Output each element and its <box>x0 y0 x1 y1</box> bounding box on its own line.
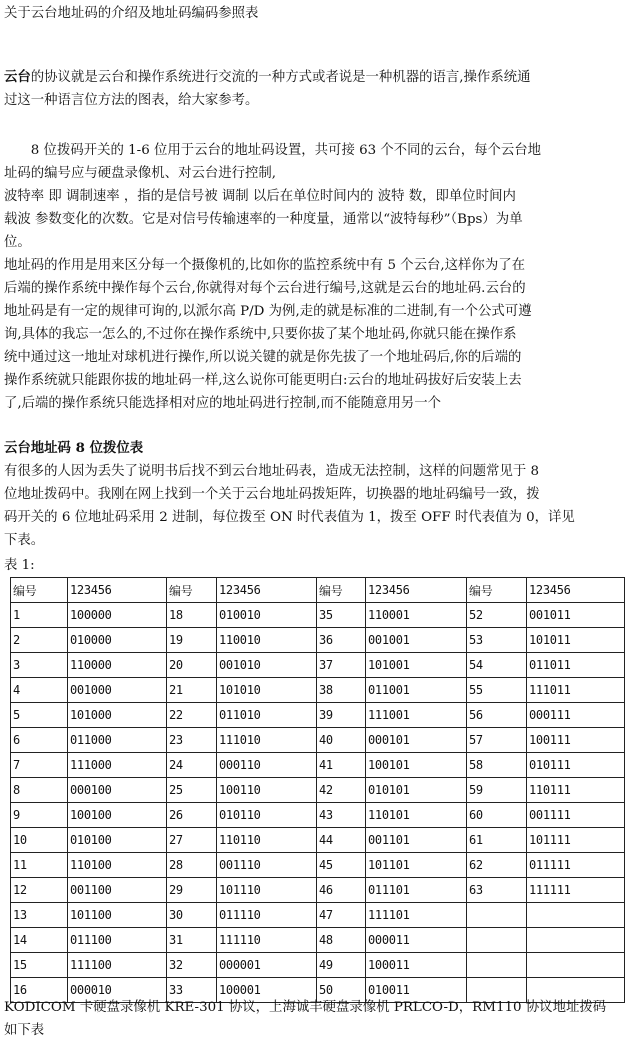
table-row <box>11 653 625 678</box>
table-row <box>11 803 625 828</box>
code-number-cell: 27 <box>167 828 217 853</box>
table-header-cell: 123456 <box>68 578 167 603</box>
code-number-cell: 24 <box>167 753 217 778</box>
code-number-cell: 35 <box>317 603 366 628</box>
dip-pattern-cell: 001111 <box>527 803 625 828</box>
code-number-cell: 61 <box>467 828 527 853</box>
paragraph-line: 操作系统就只能跟你拔的地址码一样,这么说你可能更明白:云台的地址码拔好后安装上去 <box>4 373 522 388</box>
dip-pattern-cell: 111100 <box>68 953 167 978</box>
dip-pattern-cell: 110010 <box>217 628 317 653</box>
code-number-cell: 39 <box>317 703 366 728</box>
code-number-cell: 11 <box>11 853 68 878</box>
code-number-cell: 45 <box>317 853 366 878</box>
dip-pattern-cell: 101010 <box>217 678 317 703</box>
table-header-cell: 123456 <box>366 578 467 603</box>
dip-pattern-cell: 101110 <box>217 878 317 903</box>
code-number-cell: 9 <box>11 803 68 828</box>
section-line: 下表。 <box>4 533 45 548</box>
code-number-cell: 31 <box>167 928 217 953</box>
intro-line <box>4 89 531 112</box>
paragraph-line: 载波 参数变化的次数。它是对信号传输速率的一种度量，通常以“波特每秒”（Bps）为单 <box>4 212 523 227</box>
dip-pattern-cell: 110111 <box>527 778 625 803</box>
dip-pattern-cell: 011001 <box>366 678 467 703</box>
dip-pattern-cell: 101011 <box>527 628 625 653</box>
table-row <box>11 903 625 928</box>
dip-pattern-cell: 001011 <box>527 603 625 628</box>
code-number-cell: 48 <box>317 928 366 953</box>
dip-pattern-cell <box>527 903 625 928</box>
dip-pattern-cell <box>527 928 625 953</box>
dip-pattern-cell: 111111 <box>527 878 625 903</box>
code-number-cell: 1 <box>11 603 68 628</box>
dip-pattern-cell: 000011 <box>366 928 467 953</box>
dip-pattern-cell: 101001 <box>366 653 467 678</box>
code-number-cell: 30 <box>167 903 217 928</box>
code-number-cell: 13 <box>11 903 68 928</box>
code-number-cell: 15 <box>11 953 68 978</box>
code-number-cell: 53 <box>467 628 527 653</box>
code-number-cell: 20 <box>167 653 217 678</box>
dip-pattern-cell: 111000 <box>68 753 167 778</box>
table-row <box>11 828 625 853</box>
code-number-cell <box>467 953 527 978</box>
dip-pattern-cell: 011010 <box>217 703 317 728</box>
code-number-cell: 4 <box>11 678 68 703</box>
dip-pattern-cell: 000001 <box>217 953 317 978</box>
code-number-cell: 33 <box>167 978 217 1003</box>
code-number-cell: 29 <box>167 878 217 903</box>
table-row <box>11 678 625 703</box>
dip-pattern-cell: 101111 <box>527 828 625 853</box>
paragraph-line: 位。 <box>4 235 31 250</box>
dip-pattern-cell: 001101 <box>366 828 467 853</box>
code-number-cell: 3 <box>11 653 68 678</box>
table-row <box>11 878 625 903</box>
table-header-cell: 编号 <box>317 578 366 603</box>
dip-pattern-cell: 101000 <box>68 703 167 728</box>
dip-pattern-cell: 001001 <box>366 628 467 653</box>
paragraph-line: 后端的操作系统中操作每个云台,你就得对每个云台进行编号,这就是云台的地址码.云台的 <box>4 281 526 296</box>
dip-pattern-cell: 011110 <box>217 903 317 928</box>
code-number-cell <box>467 928 527 953</box>
code-number-cell: 18 <box>167 603 217 628</box>
table-row <box>11 628 625 653</box>
table-row <box>11 728 625 753</box>
section-line: 位地址拨码中。我刚在网上找到一个关于云台地址码拨矩阵，切换器的地址码编号一致，拨 <box>4 487 540 502</box>
code-number-cell: 54 <box>467 653 527 678</box>
dip-pattern-cell: 000100 <box>68 778 167 803</box>
code-number-cell: 44 <box>317 828 366 853</box>
dip-pattern-cell: 111110 <box>217 928 317 953</box>
dip-pattern-cell: 000110 <box>217 753 317 778</box>
dip-pattern-cell: 100110 <box>217 778 317 803</box>
dip-pattern-cell: 001010 <box>217 653 317 678</box>
dip-switch-section <box>4 437 575 552</box>
code-number-cell: 62 <box>467 853 527 878</box>
code-number-cell: 50 <box>317 978 366 1003</box>
table-row <box>11 928 625 953</box>
code-number-cell: 14 <box>11 928 68 953</box>
dip-pattern-cell: 000111 <box>527 703 625 728</box>
code-number-cell: 59 <box>467 778 527 803</box>
table-row <box>11 778 625 803</box>
dip-pattern-cell: 100001 <box>217 978 317 1003</box>
dip-pattern-cell: 011111 <box>527 853 625 878</box>
dip-pattern-cell: 100100 <box>68 803 167 828</box>
dip-pattern-cell: 010000 <box>68 628 167 653</box>
table-row <box>11 703 625 728</box>
dip-pattern-cell: 011000 <box>68 728 167 753</box>
table-header-cell: 123456 <box>527 578 625 603</box>
code-number-cell: 7 <box>11 753 68 778</box>
paragraph-line: 地址码是有一定的规律可询的,以派尔高 P/D 为例,走的就是标准的二进制,有一个公式可遵 <box>4 304 532 319</box>
dip-pattern-cell: 000101 <box>366 728 467 753</box>
code-number-cell: 55 <box>467 678 527 703</box>
paragraph-line: 8 位拨码开关的 1-6 位用于云台的地址码设置，共可接 63 个不同的云台，每个云台地 <box>4 143 542 158</box>
code-number-cell: 22 <box>167 703 217 728</box>
footer-paragraph <box>4 996 606 1042</box>
footer-line: 如下表 <box>4 1023 45 1038</box>
code-number-cell: 56 <box>467 703 527 728</box>
code-number-cell: 26 <box>167 803 217 828</box>
dip-pattern-cell <box>527 953 625 978</box>
dip-pattern-cell: 100111 <box>527 728 625 753</box>
table-header-cell: 编号 <box>11 578 68 603</box>
code-number-cell: 32 <box>167 953 217 978</box>
dip-pattern-cell: 111011 <box>527 678 625 703</box>
code-number-cell: 36 <box>317 628 366 653</box>
code-number-cell: 21 <box>167 678 217 703</box>
table-header-cell: 编号 <box>467 578 527 603</box>
code-number-cell: 8 <box>11 778 68 803</box>
section-line: 有很多的人因为丢失了说明书后找不到云台地址码表，造成无法控制，这样的问题常见于 8 <box>4 464 540 479</box>
table-header-row <box>11 578 625 603</box>
intro-text: 过这一种语言位方法的图表，给大家参考。 <box>4 93 259 108</box>
table-row <box>11 603 625 628</box>
code-number-cell: 23 <box>167 728 217 753</box>
dip-pattern-cell: 010101 <box>366 778 467 803</box>
dip-pattern-cell: 010010 <box>217 603 317 628</box>
paragraph-line: 统中通过这一地址对球机进行操作,所以说关键的就是你先拔了一个地址码后,你的后端的 <box>4 350 522 365</box>
code-number-cell: 60 <box>467 803 527 828</box>
code-number-cell: 25 <box>167 778 217 803</box>
dip-pattern-cell: 001000 <box>68 678 167 703</box>
dip-pattern-cell: 011101 <box>366 878 467 903</box>
code-number-cell: 6 <box>11 728 68 753</box>
dip-pattern-cell: 101100 <box>68 903 167 928</box>
intro-bold-term: 云台 <box>4 69 31 85</box>
footer-line: KODICOM 卡硬盘录像机 KRE-301 协议，上海诚丰硬盘录像机 PRLCO-D，RM110 协议地址拨码 <box>4 1000 607 1015</box>
code-number-cell: 43 <box>317 803 366 828</box>
table-row <box>11 953 625 978</box>
explanation-paragraph <box>4 139 541 415</box>
intro-text: 的协议就是云台和操作系统进行交流的一种方式或者说是一种机器的语言,操作系统通 <box>30 70 531 85</box>
code-number-cell: 47 <box>317 903 366 928</box>
section-heading: 云台地址码 8 位拨位表 <box>4 440 144 456</box>
paragraph-line: 地址码的作用是用来区分每一个摄像机的,比如你的监控系统中有 5 个云台,这样你为了在 <box>4 258 525 273</box>
dip-pattern-cell: 110110 <box>217 828 317 853</box>
dip-pattern-cell: 001100 <box>68 878 167 903</box>
code-number-cell: 49 <box>317 953 366 978</box>
code-number-cell: 12 <box>11 878 68 903</box>
dip-pattern-cell: 111001 <box>366 703 467 728</box>
code-number-cell: 38 <box>317 678 366 703</box>
dip-pattern-cell: 001110 <box>217 853 317 878</box>
table-header-cell: 123456 <box>217 578 317 603</box>
dip-pattern-cell: 010011 <box>366 978 467 1003</box>
code-number-cell: 2 <box>11 628 68 653</box>
dip-pattern-cell: 111101 <box>366 903 467 928</box>
paragraph-line: 了,后端的操作系统只能选择相对应的地址码进行控制,而不能随意用另一个 <box>4 396 442 411</box>
code-number-cell: 37 <box>317 653 366 678</box>
document-title: 关于云台地址码的介绍及地址码编码参照表 <box>4 6 259 21</box>
address-code-table <box>10 577 625 1003</box>
table-row <box>11 753 625 778</box>
code-number-cell: 63 <box>467 878 527 903</box>
code-number-cell: 16 <box>11 978 68 1003</box>
code-number-cell: 58 <box>467 753 527 778</box>
paragraph-line: 询,具体的我忘一怎么的,不过你在操作系统中,只要你拔了某个地址码,你就只能在操作系 <box>4 327 517 342</box>
dip-pattern-cell: 011100 <box>68 928 167 953</box>
code-number-cell: 57 <box>467 728 527 753</box>
dip-pattern-cell: 010110 <box>217 803 317 828</box>
code-number-cell: 46 <box>317 878 366 903</box>
dip-pattern-cell: 000010 <box>68 978 167 1003</box>
code-number-cell <box>467 903 527 928</box>
intro-line <box>4 66 531 89</box>
code-number-cell: 10 <box>11 828 68 853</box>
dip-pattern-cell: 011011 <box>527 653 625 678</box>
table-body <box>11 578 625 1003</box>
dip-pattern-cell: 100000 <box>68 603 167 628</box>
code-number-cell: 52 <box>467 603 527 628</box>
code-number-cell: 5 <box>11 703 68 728</box>
paragraph-line: 址码的编号应与硬盘录像机、对云台进行控制, <box>4 166 277 181</box>
dip-pattern-cell: 111010 <box>217 728 317 753</box>
table-row <box>11 853 625 878</box>
dip-pattern-cell: 010100 <box>68 828 167 853</box>
dip-pattern-cell: 100101 <box>366 753 467 778</box>
table-header-cell: 编号 <box>167 578 217 603</box>
code-number-cell: 40 <box>317 728 366 753</box>
dip-pattern-cell: 010111 <box>527 753 625 778</box>
dip-pattern-cell: 101101 <box>366 853 467 878</box>
code-number-cell: 28 <box>167 853 217 878</box>
paragraph-line: 波特率 即 调制速率 ，指的是信号被 调制 以后在单位时间内的 波特 数，即单位时间内 <box>4 189 516 204</box>
dip-pattern-cell: 100011 <box>366 953 467 978</box>
intro-paragraph <box>4 66 531 112</box>
dip-pattern-cell: 110101 <box>366 803 467 828</box>
table-label: 表 1: <box>4 558 35 573</box>
dip-pattern-cell: 110001 <box>366 603 467 628</box>
code-number-cell: 42 <box>317 778 366 803</box>
code-number-cell: 19 <box>167 628 217 653</box>
dip-pattern-cell: 110000 <box>68 653 167 678</box>
dip-pattern-cell: 110100 <box>68 853 167 878</box>
code-number-cell: 41 <box>317 753 366 778</box>
section-line: 码开关的 6 位地址码采用 2 进制，每位拨至 ON 时代表值为 1，拨至 OFF 时代表值为 0，详见 <box>4 510 575 525</box>
